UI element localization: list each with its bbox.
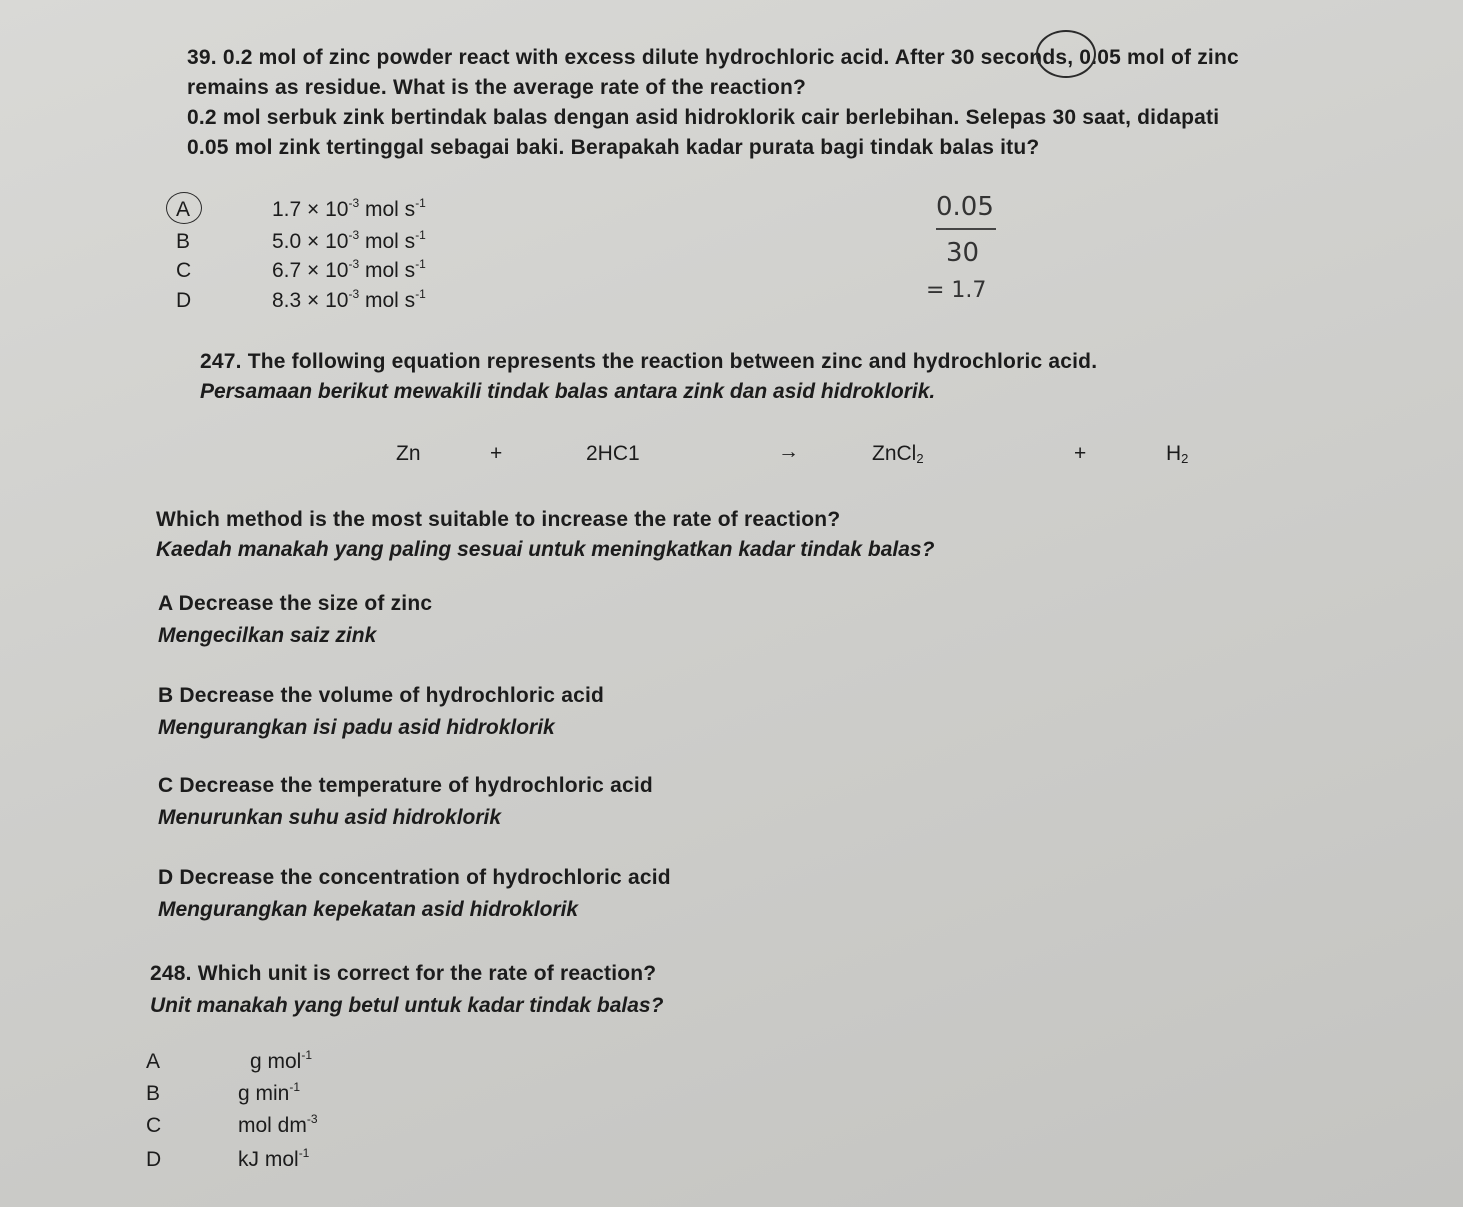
option-letter: D (146, 1148, 162, 1171)
equation-hcl: 2HC1 (586, 442, 640, 465)
option-letter: A (176, 198, 191, 221)
q247-option-d[interactable]: D Decrease the concentration of hydrochloric acid Mengurangkan kepekatan asid hidroklorik (158, 866, 671, 921)
q247-option-c[interactable]: C Decrease the temperature of hydrochloric acid Menurunkan suhu asid hidroklorik (158, 774, 653, 829)
q247-line-1: 247. The following equation represents the reaction between zinc and hydrochloric acid. (200, 350, 1098, 373)
q247-question-en: Which method is the most suitable to increase the rate of reaction? (156, 508, 841, 531)
q247-option-b[interactable]: B Decrease the volume of hydrochloric acid Mengurangkan isi padu asid hidroklorik (158, 684, 605, 739)
option-letter: B (176, 230, 191, 253)
q39-line-4: 0.05 mol zink tertinggal sebagai baki. Berapakah kadar purata bagi tindak balas itu? (187, 136, 1040, 159)
q39-option-b[interactable]: B $5.0 \times 10^{-3}$ mol $s^{-1}$ (176, 228, 426, 253)
equation-plus-2: + (1074, 442, 1087, 465)
handwritten-result: = 1.7 (926, 278, 987, 303)
q248-option-c[interactable]: C mol $dm^{-3}$ (146, 1112, 318, 1137)
q248-line-2: Unit manakah yang betul untuk kadar tindak balas? (150, 994, 664, 1017)
equation-zncl2: ZnCl$_2$ (872, 442, 924, 466)
circled-answer-a-mark (166, 192, 202, 224)
q39-line-2: remains as residue. What is the average rate of the reaction? (187, 76, 807, 99)
option-letter: C (176, 259, 192, 282)
handwritten-denominator: 30 (946, 238, 980, 268)
q247-line-2: Persamaan berikut mewakili tindak balas antara zink dan asid hidroklorik. (200, 380, 936, 403)
equation-plus-1: + (490, 442, 503, 465)
q39-option-a[interactable]: A $1.7 \times 10^{-3}$ mol $s^{-1}$ (176, 196, 426, 221)
option-letter: B (146, 1082, 161, 1105)
q39-line-3: 0.2 mol serbuk zink bertindak balas dengan asid hidroklorik cair berlebihan. Selepas 30 saat, didapati (187, 106, 1220, 129)
equation-arrow: → (778, 440, 799, 463)
equation-h2: $H_2$ (1166, 442, 1189, 466)
option-letter: A (146, 1050, 161, 1073)
q247-option-a[interactable]: A Decrease the size of zinc Mengecilkan saiz zink (158, 592, 433, 647)
q39-line-1: 39. 0.2 mol of zinc powder react with excess dilute hydrochloric acid. After 30 seconds, 0.05 mol of zinc (187, 46, 1239, 69)
q39-option-d[interactable]: D $8.3 \times 10^{-3}$ mol $s^{-1}$ (176, 287, 426, 312)
q248-option-d[interactable]: D kJ mol$^{-1}$ (146, 1146, 310, 1171)
circled-30-mark (1036, 30, 1096, 78)
q248-line-1: 248. Which unit is correct for the rate of reaction? (150, 962, 657, 985)
q39-option-c[interactable]: C $6.7 \times 10^{-3}$ mol $s^{-1}$ (176, 257, 426, 282)
q248-option-b[interactable]: B g $\min^{-1}$ (146, 1080, 301, 1105)
option-letter: D (176, 289, 192, 312)
q247-question-ms: Kaedah manakah yang paling sesuai untuk meningkatkan kadar tindak balas? (156, 538, 935, 561)
fraction-bar (936, 228, 996, 230)
q248-option-a[interactable]: A g mol$^{-1}$ (146, 1048, 313, 1073)
option-letter: C (146, 1114, 162, 1137)
handwritten-numerator: 0.05 (936, 192, 994, 222)
equation-zn: Zn (396, 442, 421, 465)
